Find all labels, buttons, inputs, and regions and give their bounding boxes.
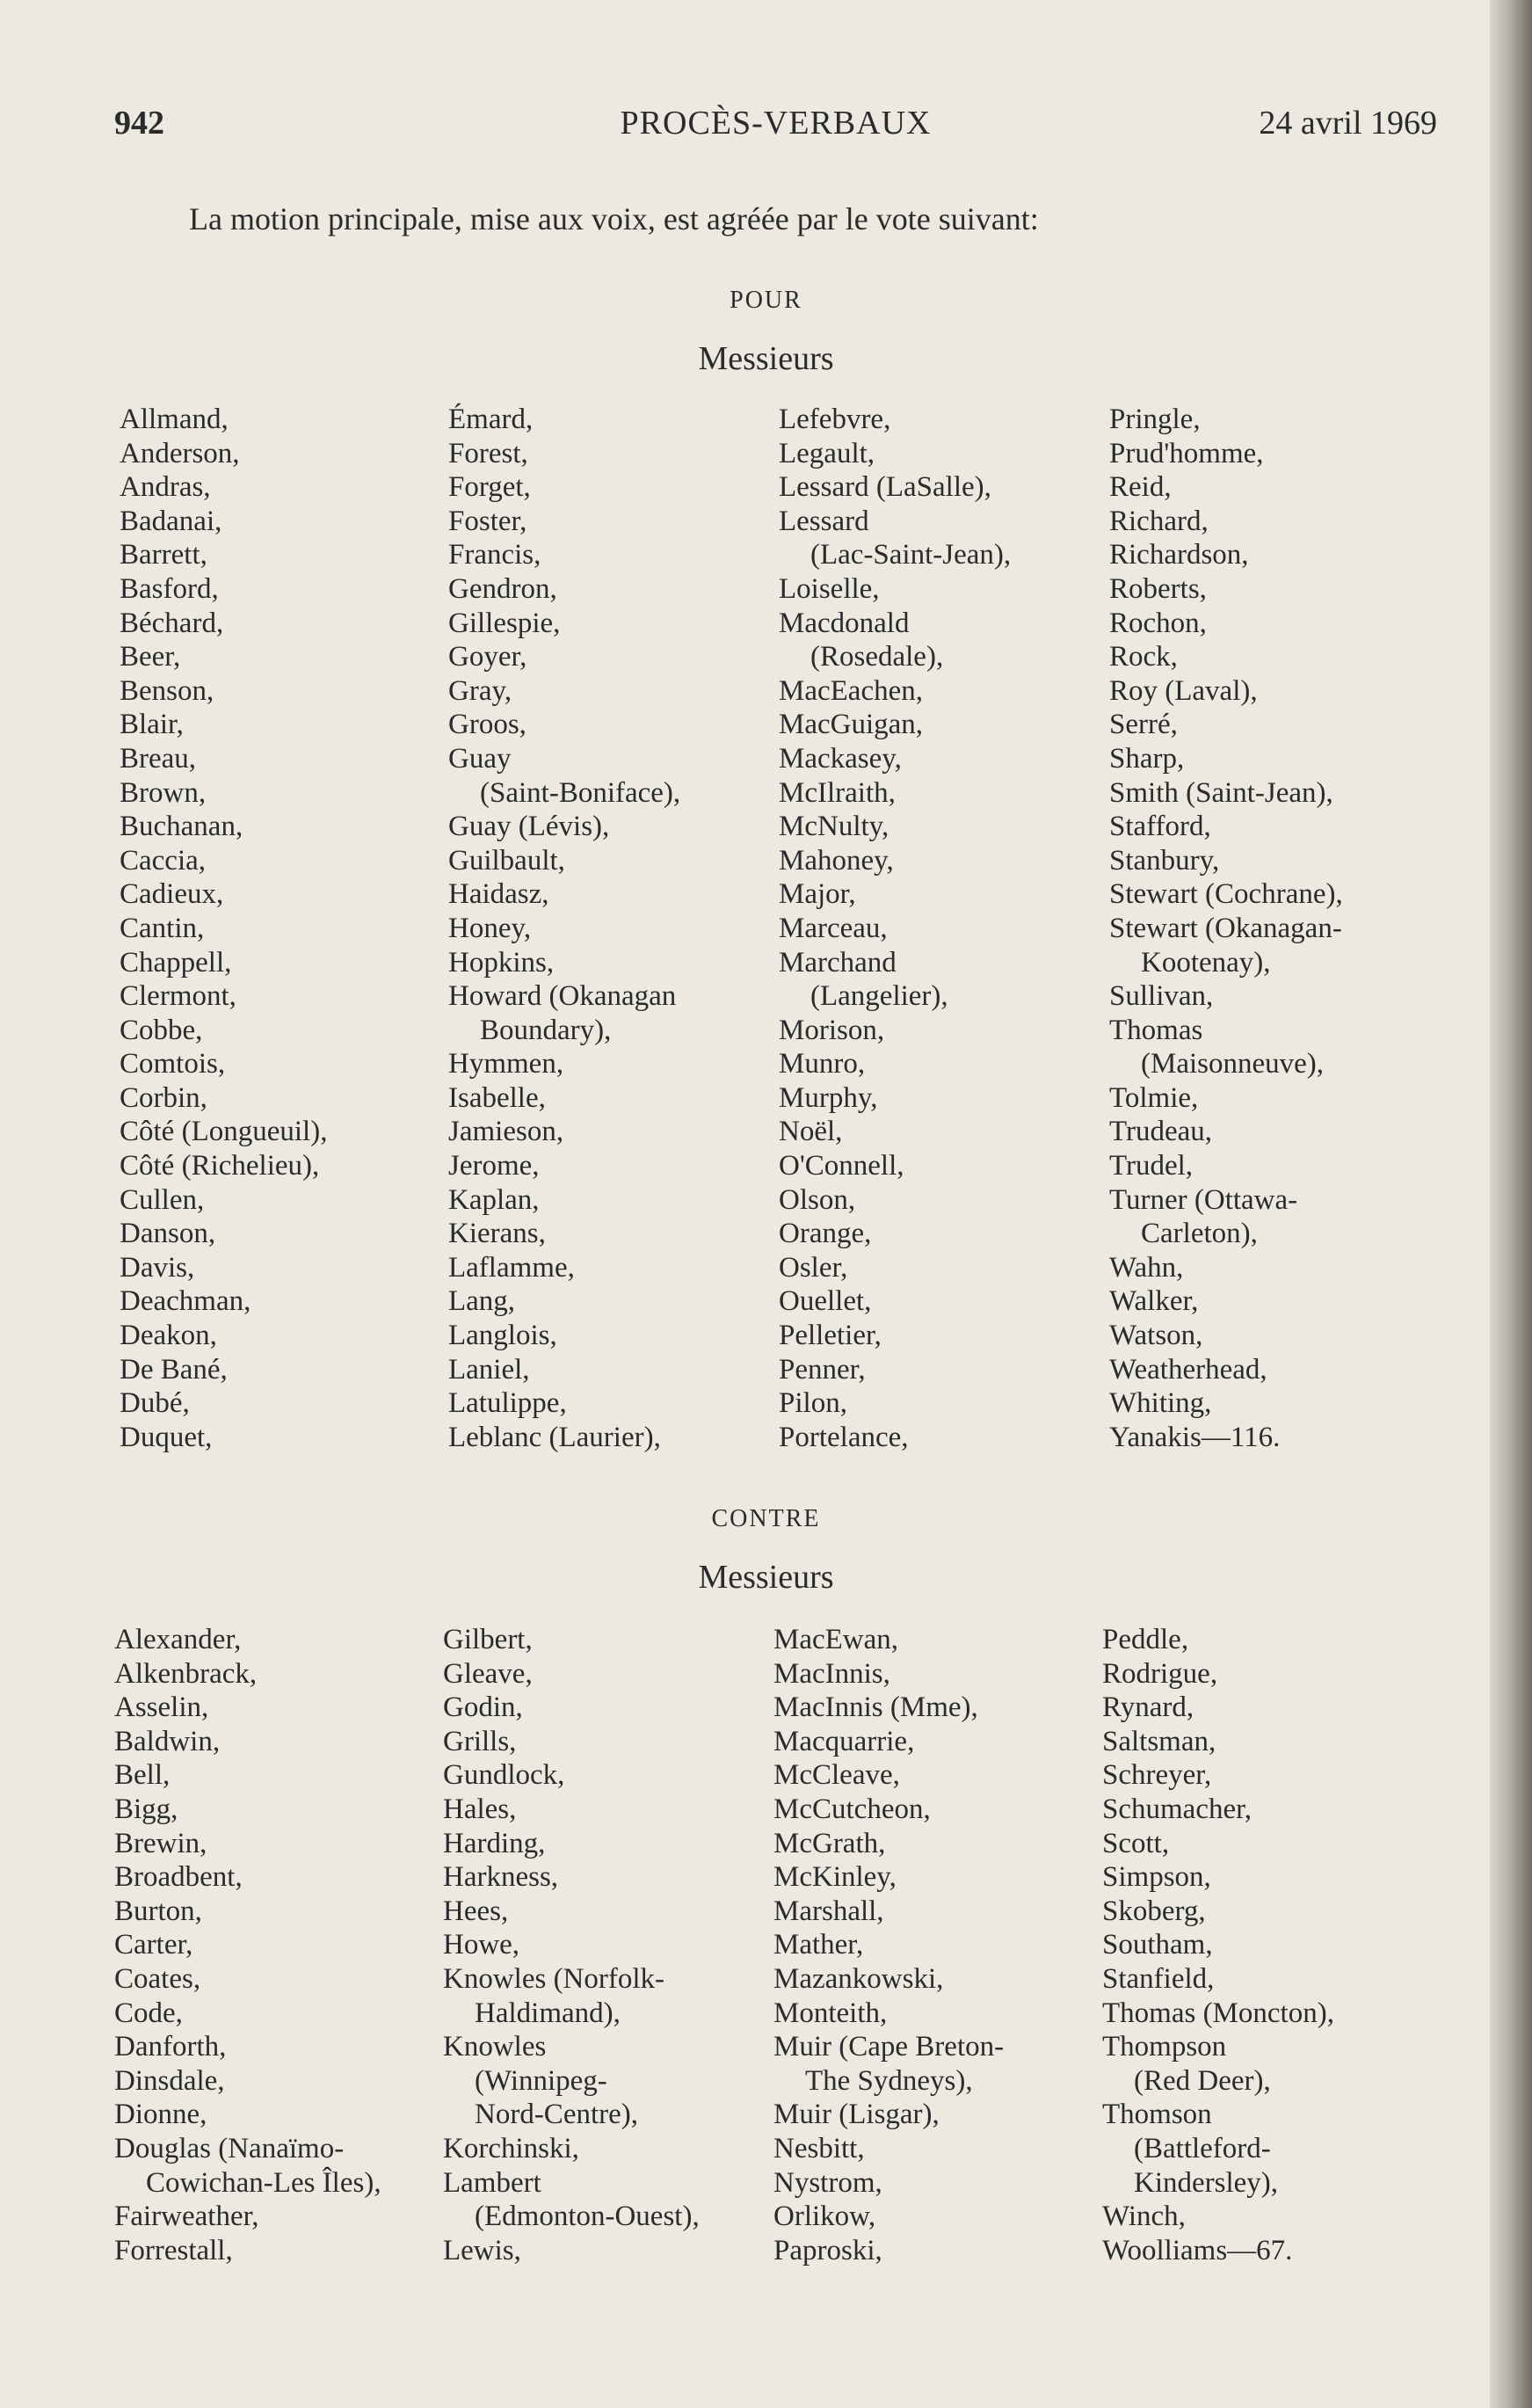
member-name-entry: Ouellet, xyxy=(779,1285,872,1318)
member-name-entry: Côté (Longueuil), xyxy=(120,1116,328,1148)
member-name-entry: McKinley, xyxy=(773,1861,897,1894)
member-name-entry: McGrath, xyxy=(773,1827,886,1859)
member-name-entry: Leblanc (Laurier), xyxy=(448,1421,661,1453)
member-name-entry: Alkenbrack, xyxy=(114,1657,258,1690)
member-name-entry: Portelance, xyxy=(779,1421,909,1453)
member-name-entry: Loiselle, xyxy=(779,572,880,605)
member-name-entry: Thomas (Moncton), xyxy=(1102,1997,1334,2029)
member-name-entry: Skoberg, xyxy=(1102,1895,1206,1927)
member-name-entry: Clermont, xyxy=(120,980,236,1013)
member-name-entry: Sharp, xyxy=(1109,742,1185,775)
member-name-entry: Marshall, xyxy=(773,1895,884,1927)
member-name-entry: Woolliams—67. xyxy=(1102,2234,1293,2266)
member-name-entry: (Saint-Boniface), xyxy=(480,776,681,809)
member-name-entry: Korchinski, xyxy=(443,2132,579,2164)
member-name-entry: Stewart (Cochrane), xyxy=(1109,878,1343,911)
member-name-entry: Pilon, xyxy=(779,1387,847,1420)
member-name-entry: (Battleford- xyxy=(1134,2132,1271,2164)
member-name-entry: Lessard xyxy=(779,505,869,537)
member-name-entry: Rock, xyxy=(1109,641,1178,673)
member-name-entry: Richard, xyxy=(1109,505,1209,537)
member-name-entry: Côté (Richelieu), xyxy=(120,1150,320,1182)
member-name-entry: Grills, xyxy=(443,1725,517,1757)
member-name-entry: Barrett, xyxy=(120,539,207,571)
member-name-entry: Cowichan-Les Îles), xyxy=(146,2166,381,2199)
member-name-entry: Béchard, xyxy=(120,607,224,639)
member-name-entry: Lambert xyxy=(443,2166,541,2199)
member-name-entry: Turner (Ottawa- xyxy=(1109,1183,1298,1216)
member-name-entry: Whiting, xyxy=(1109,1387,1212,1420)
member-name-entry: Morison, xyxy=(779,1014,885,1046)
member-name-entry: Yanakis—116. xyxy=(1109,1421,1281,1453)
member-name-entry: Lefebvre, xyxy=(779,404,891,435)
member-name-entry: MacEachen, xyxy=(779,674,923,707)
member-name-entry: Laflamme, xyxy=(448,1251,575,1284)
member-name-entry: Orange, xyxy=(779,1218,872,1250)
member-name-entry: Langlois, xyxy=(448,1320,557,1352)
member-name-entry: Simpson, xyxy=(1102,1861,1211,1894)
member-name-entry: Schreyer, xyxy=(1102,1759,1212,1792)
member-name-entry: Haldimand), xyxy=(475,1997,621,2029)
member-name-entry: Foster, xyxy=(448,505,527,537)
member-name-entry: Cullen, xyxy=(120,1183,205,1216)
member-name-entry: Trudeau, xyxy=(1109,1116,1213,1148)
member-name-entry: Comtois, xyxy=(120,1048,226,1080)
member-name-entry: Gundlock, xyxy=(443,1759,565,1792)
pour-column-3 xyxy=(779,403,1011,1454)
member-name-entry: (Lac-Saint-Jean), xyxy=(810,539,1012,571)
member-name-entry: Mahoney, xyxy=(779,844,894,877)
member-name-entry: Southam, xyxy=(1102,1929,1213,1961)
member-name-entry: McIlraith, xyxy=(779,776,896,809)
member-name-entry: Gillespie, xyxy=(448,607,561,639)
member-name-entry: Andras, xyxy=(120,471,211,504)
member-name-entry: Macquarrie, xyxy=(773,1725,915,1757)
member-name-entry: Pelletier, xyxy=(779,1320,882,1352)
member-name-entry: Brown, xyxy=(120,776,207,809)
member-name-entry: Émard, xyxy=(448,404,534,435)
member-name-entry: (Rosedale), xyxy=(810,641,944,673)
member-name-entry: Deachman, xyxy=(120,1285,251,1318)
contre-column-2 xyxy=(443,1623,700,2267)
pour-column-2 xyxy=(448,403,680,1454)
member-name-entry: McCleave, xyxy=(773,1759,900,1792)
page-date: 24 avril 1969 xyxy=(1259,105,1437,142)
member-name-entry: Lewis, xyxy=(443,2234,521,2266)
member-name-entry: Macdonald xyxy=(779,607,910,639)
member-name-entry: Haidasz, xyxy=(448,878,549,911)
pour-subheading: Messieurs xyxy=(698,340,834,377)
member-name-entry: Cobbe, xyxy=(120,1014,203,1046)
member-name-entry: Mazankowski, xyxy=(773,1962,944,1995)
member-name-entry: Dionne, xyxy=(114,2099,207,2131)
page-number: 942 xyxy=(114,105,164,142)
member-name-entry: Danforth, xyxy=(114,2031,227,2063)
member-name-entry: (Langelier), xyxy=(810,980,948,1013)
member-name-entry: MacInnis (Mme), xyxy=(773,1691,978,1724)
member-name-entry: Carter, xyxy=(114,1929,193,1961)
member-name-entry: Francis, xyxy=(448,539,541,571)
member-name-entry: Kaplan, xyxy=(448,1183,540,1216)
member-name-entry: Roy (Laval), xyxy=(1109,674,1258,707)
member-name-entry: Peddle, xyxy=(1102,1624,1189,1655)
member-name-entry: Benson, xyxy=(120,674,214,707)
member-name-entry: Kierans, xyxy=(448,1218,546,1250)
contre-column-4 xyxy=(1102,1623,1334,2267)
member-name-entry: Tolmie, xyxy=(1109,1081,1199,1114)
member-name-entry: Guilbault, xyxy=(448,844,565,877)
member-name-entry: Hopkins, xyxy=(448,946,555,978)
member-name-entry: Beer, xyxy=(120,641,181,673)
member-name-entry: MacEwan, xyxy=(773,1624,899,1655)
pour-column-4 xyxy=(1109,403,1343,1454)
member-name-entry: Stanfield, xyxy=(1102,1962,1215,1995)
member-name-entry: Basford, xyxy=(120,572,219,605)
member-name-entry: Schumacher, xyxy=(1102,1793,1252,1825)
member-name-entry: Corbin, xyxy=(120,1081,207,1114)
member-name-entry: Laniel, xyxy=(448,1353,530,1386)
contre-heading: CONTRE xyxy=(711,1505,821,1532)
member-name-entry: Anderson, xyxy=(120,437,240,469)
member-name-entry: Asselin, xyxy=(114,1691,209,1724)
member-name-entry: Nesbitt, xyxy=(773,2132,865,2164)
member-name-entry: Stewart (Okanagan- xyxy=(1109,912,1342,944)
member-name-entry: Thomas xyxy=(1109,1014,1203,1046)
member-name-entry: Davis, xyxy=(120,1251,195,1284)
member-name-entry: De Bané, xyxy=(120,1353,228,1386)
page-header xyxy=(114,104,1437,148)
member-name-entry: Dubé, xyxy=(120,1387,190,1420)
member-name-entry: Knowles xyxy=(443,2031,547,2063)
member-name-entry: Mackasey, xyxy=(779,742,902,775)
member-name-entry: Baldwin, xyxy=(114,1725,221,1757)
member-name-entry: Jamieson, xyxy=(448,1116,564,1148)
member-name-entry: Trudel, xyxy=(1109,1150,1194,1182)
member-name-entry: Douglas (Nanaïmo- xyxy=(114,2132,345,2164)
member-name-entry: Munro, xyxy=(779,1048,866,1080)
pour-column-1 xyxy=(120,403,327,1454)
member-name-entry: Walker, xyxy=(1109,1285,1199,1318)
motion-statement: La motion principale, mise aux voix, est agréée par le vote suivant: xyxy=(189,201,1039,236)
member-name-entry: Fairweather, xyxy=(114,2201,259,2233)
member-name-entry: Harkness, xyxy=(443,1861,559,1894)
member-name-entry: Code, xyxy=(114,1997,183,2029)
member-name-entry: (Maisonneuve), xyxy=(1141,1048,1325,1080)
member-name-entry: Richardson, xyxy=(1109,539,1249,571)
member-name-entry: Kootenay), xyxy=(1141,946,1271,978)
member-name-entry: (Winnipeg- xyxy=(475,2064,607,2097)
member-name-entry: Thompson xyxy=(1102,2031,1227,2063)
member-name-entry: Saltsman, xyxy=(1102,1725,1216,1757)
member-name-entry: McNulty, xyxy=(779,811,889,843)
member-name-entry: McCutcheon, xyxy=(773,1793,931,1825)
member-name-entry: Kindersley), xyxy=(1134,2166,1279,2199)
member-name-entry: Muir (Cape Breton- xyxy=(773,2031,1005,2063)
member-name-entry: Caccia, xyxy=(120,844,207,877)
member-name-entry: Wahn, xyxy=(1109,1251,1184,1284)
member-name-entry: (Edmonton-Ouest), xyxy=(475,2201,700,2233)
member-name-entry: Burton, xyxy=(114,1895,202,1927)
pour-heading: POUR xyxy=(730,287,802,314)
member-name-entry: Bell, xyxy=(114,1759,171,1792)
member-name-entry: Goyer, xyxy=(448,641,527,673)
member-name-entry: Lang, xyxy=(448,1285,516,1318)
member-name-entry: Gray, xyxy=(448,674,512,707)
member-name-entry: Hales, xyxy=(443,1793,517,1825)
member-name-entry: Forest, xyxy=(448,437,528,469)
member-name-entry: Hees, xyxy=(443,1895,509,1927)
member-name-entry: Jerome, xyxy=(448,1150,540,1182)
member-name-entry: Hymmen, xyxy=(448,1048,564,1080)
member-name-entry: Coates, xyxy=(114,1962,201,1995)
member-name-entry: Major, xyxy=(779,878,856,911)
contre-subheading: Messieurs xyxy=(698,1559,834,1596)
member-name-entry: Danson, xyxy=(120,1218,216,1250)
member-name-entry: Buchanan, xyxy=(120,811,243,843)
member-name-entry: Isabelle, xyxy=(448,1081,546,1114)
member-name-entry: Gleave, xyxy=(443,1657,533,1690)
member-name-entry: Bigg, xyxy=(114,1793,178,1825)
member-name-entry: Badanai, xyxy=(120,505,222,537)
member-name-entry: Groos, xyxy=(448,709,526,741)
member-name-entry: Alexander, xyxy=(114,1624,242,1655)
member-name-entry: Guay xyxy=(448,742,512,775)
member-name-entry: O'Connell, xyxy=(779,1150,904,1182)
member-name-entry: Dinsdale, xyxy=(114,2064,225,2097)
member-name-entry: Roberts, xyxy=(1109,572,1207,605)
member-name-entry: Orlikow, xyxy=(773,2201,876,2233)
member-name-entry: Stafford, xyxy=(1109,811,1211,843)
member-name-entry: Knowles (Norfolk- xyxy=(443,1962,665,1995)
member-name-entry: Watson, xyxy=(1109,1320,1203,1352)
member-name-entry: Latulippe, xyxy=(448,1387,567,1420)
member-name-entry: Cadieux, xyxy=(120,878,224,911)
running-title: PROCÈS-VERBAUX xyxy=(620,105,932,142)
member-name-entry: Serré, xyxy=(1109,709,1178,741)
contre-column-3 xyxy=(773,1623,1004,2267)
member-name-entry: Guay (Lévis), xyxy=(448,811,610,843)
member-name-entry: Rochon, xyxy=(1109,607,1207,639)
member-name-entry: The Sydneys), xyxy=(805,2064,973,2097)
member-name-entry: Penner, xyxy=(779,1353,866,1386)
member-name-entry: Paproski, xyxy=(773,2234,882,2266)
member-name-entry: Carleton), xyxy=(1141,1218,1258,1250)
member-name-entry: Deakon, xyxy=(120,1320,217,1352)
member-name-entry: Rodrigue, xyxy=(1102,1657,1218,1690)
member-name-entry: Blair, xyxy=(120,709,184,741)
member-name-entry: Marceau, xyxy=(779,912,888,944)
member-name-entry: Godin, xyxy=(443,1691,523,1724)
member-name-entry: Honey, xyxy=(448,912,532,944)
contre-column-1 xyxy=(114,1623,381,2267)
member-name-entry: Gendron, xyxy=(448,572,557,605)
member-name-entry: Prud'homme, xyxy=(1109,437,1264,469)
member-name-entry: Broadbent, xyxy=(114,1861,243,1894)
member-name-entry: Legault, xyxy=(779,437,875,469)
member-name-entry: Allmand, xyxy=(120,404,229,435)
member-name-entry: Gilbert, xyxy=(443,1624,533,1655)
member-name-entry: Nord-Centre), xyxy=(475,2099,639,2131)
member-name-entry: Stanbury, xyxy=(1109,844,1220,877)
member-name-entry: Brewin, xyxy=(114,1827,207,1859)
member-name-entry: Lessard (LaSalle), xyxy=(779,471,991,504)
member-name-entry: Forget, xyxy=(448,471,531,504)
member-name-entry: Weatherhead, xyxy=(1109,1353,1267,1386)
member-name-entry: Sullivan, xyxy=(1109,980,1214,1013)
member-name-entry: Olson, xyxy=(779,1183,856,1216)
member-name-entry: Noël, xyxy=(779,1116,843,1148)
member-name-entry: Nystrom, xyxy=(773,2166,882,2199)
member-name-entry: Howe, xyxy=(443,1929,520,1961)
member-name-entry: MacInnis, xyxy=(773,1657,890,1690)
member-name-entry: Boundary), xyxy=(480,1014,612,1046)
member-name-entry: Muir (Lisgar), xyxy=(773,2099,940,2131)
member-name-entry: Winch, xyxy=(1102,2201,1186,2233)
member-name-entry: Marchand xyxy=(779,946,897,978)
member-name-entry: Reid, xyxy=(1109,471,1172,504)
member-name-entry: Thomson xyxy=(1102,2099,1212,2131)
member-name-entry: Mather, xyxy=(773,1929,864,1961)
member-name-entry: Harding, xyxy=(443,1827,546,1859)
member-name-entry: Howard (Okanagan xyxy=(448,980,677,1013)
member-name-entry: Osler, xyxy=(779,1251,848,1284)
member-name-entry: Cantin, xyxy=(120,912,205,944)
member-name-entry: Monteith, xyxy=(773,1997,888,2029)
member-name-entry: Murphy, xyxy=(779,1081,878,1114)
member-name-entry: MacGuigan, xyxy=(779,709,924,741)
member-name-entry: Breau, xyxy=(120,742,197,775)
member-name-entry: Rynard, xyxy=(1102,1691,1194,1724)
member-name-entry: Duquet, xyxy=(120,1421,213,1453)
member-name-entry: Forrestall, xyxy=(114,2234,233,2266)
member-name-entry: Smith (Saint-Jean), xyxy=(1109,776,1333,809)
member-name-entry: Scott, xyxy=(1102,1827,1170,1859)
member-name-entry: (Red Deer), xyxy=(1134,2064,1271,2097)
member-name-entry: Chappell, xyxy=(120,946,232,978)
member-name-entry: Pringle, xyxy=(1109,404,1201,435)
